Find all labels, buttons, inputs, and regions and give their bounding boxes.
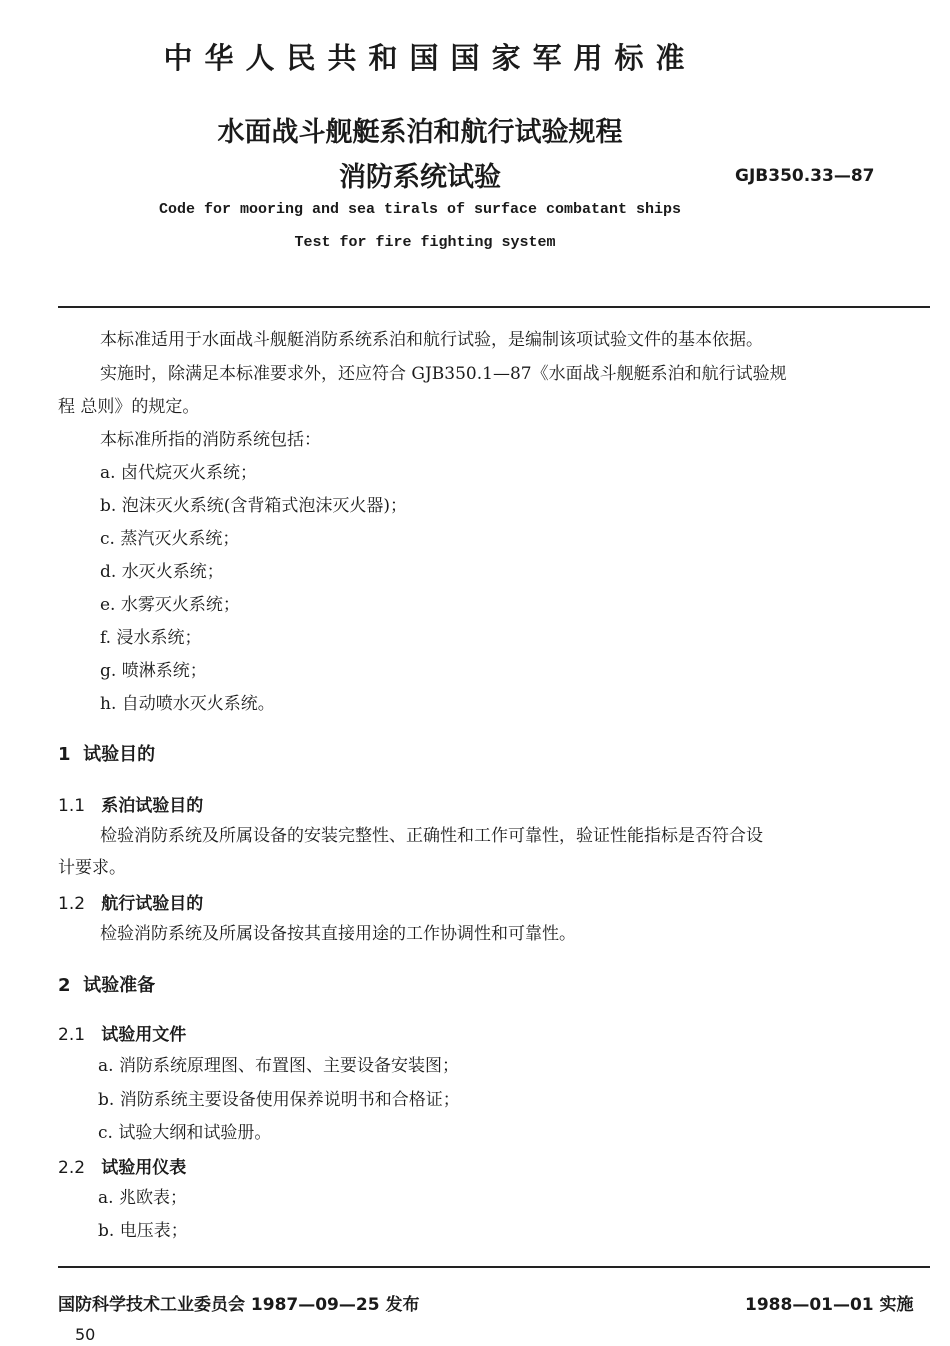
list-item: b. 消防系统主要设备使用保养说明书和合格证； (98, 1090, 460, 1110)
section-title: 试验准备 (83, 975, 156, 996)
section-2-1-heading (58, 1020, 186, 1045)
english-title-line-1: Code for mooring and sea tirals of surface combatant ships (158, 201, 682, 218)
list-item: a. 兆欧表； (98, 1188, 187, 1208)
list-item: a. 消防系统原理图、布置图、主要设备安装图； (98, 1056, 459, 1076)
section-title: 试验用仪表 (101, 1158, 187, 1178)
english-title-line-2: Test for fire fighting system (294, 234, 556, 251)
list-item: d. 水灭火系统； (100, 562, 224, 582)
section-number: 2 (58, 975, 71, 996)
section-1-1-text: 检验消防系统及所属设备的安装完整性、正确性和工作可靠性，验证性能指标是否符合设 (100, 826, 763, 846)
list-item: b. 电压表； (98, 1221, 188, 1241)
list-item: b. 泡沫灭火系统(含背箱式泡沫灭火器)； (100, 496, 407, 516)
intro-paragraph-2: 实施时，除满足本标准要求外，还应符合 GJB350.1—87《水面战斗舰艇系泊和航行试验规 (100, 364, 787, 384)
intro-paragraph-2-cont: 程 总则》的规定。 (58, 397, 200, 417)
list-item: c. 试验大纲和试验册。 (98, 1123, 272, 1143)
intro-paragraph-1: 本标准适用于水面战斗舰艇消防系统系泊和航行试验，是编制该项试验文件的基本依据。 (100, 330, 763, 350)
section-1-2-text: 检验消防系统及所属设备按其直接用途的工作协调性和可靠性。 (100, 924, 576, 944)
issue-info: 国防科学技术工业委员会 1987—09—25 发布 (58, 1295, 420, 1315)
footer-divider (58, 1266, 930, 1268)
section-number: 2.1 (58, 1025, 86, 1045)
intro-paragraph-3: 本标准所指的消防系统包括： (100, 430, 321, 450)
list-item: e. 水雾灭火系统； (100, 595, 240, 615)
list-item: h. 自动喷水灭火系统。 (100, 694, 275, 714)
section-1-1-text-cont: 计要求。 (58, 858, 126, 878)
section-1-heading (58, 740, 155, 766)
section-1-1-heading (58, 791, 203, 816)
section-number: 1 (58, 744, 71, 765)
section-number: 1.2 (58, 894, 86, 914)
effective-date: 1988—01—01 实施 (745, 1295, 914, 1315)
section-2-heading (58, 971, 155, 997)
list-item: f. 浸水系统； (100, 628, 202, 648)
section-2-2-heading (58, 1153, 186, 1178)
standard-code: GJB350.33—87 (735, 166, 875, 186)
header-divider (58, 306, 930, 308)
list-item: a. 卤代烷灭火系统； (100, 463, 257, 483)
section-title: 试验用文件 (101, 1025, 187, 1045)
section-title: 系泊试验目的 (101, 796, 204, 816)
title-line-2: 消防系统试验 (339, 162, 501, 193)
section-title: 试验目的 (83, 744, 156, 765)
section-1-2-heading (58, 889, 203, 914)
list-item: g. 喷淋系统； (100, 661, 207, 681)
title-line-1: 水面战斗舰艇系泊和航行试验规程 (217, 117, 623, 148)
section-number: 1.1 (58, 796, 86, 816)
section-number: 2.2 (58, 1158, 86, 1178)
section-title: 航行试验目的 (101, 894, 204, 914)
list-item: c. 蒸汽灭火系统； (100, 529, 240, 549)
standard-heading: 中华人民共和国国家军用标准 (163, 41, 697, 75)
page-number: 50 (75, 1325, 96, 1344)
